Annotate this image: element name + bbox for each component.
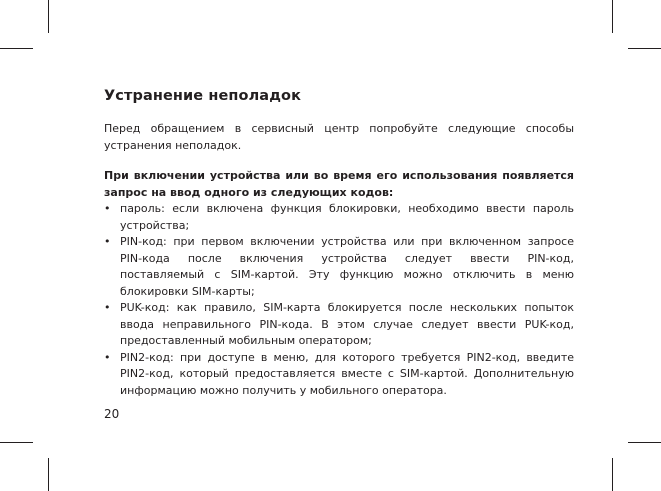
page-content — [104, 86, 574, 399]
page-title: Устранение неполадок — [104, 88, 302, 104]
list-item-password — [104, 201, 574, 234]
list-item-text: PIN2-код: при доступе в меню, для которого требуется PIN2-код, введите PIN2-код, который предоставляется вместе с SIM-картой. Дополнительную информацию можно получить у мобильного оператора. — [120, 350, 574, 397]
list-item-text: пароль: если включена функция блокировки, необходимо ввести пароль устройства; — [120, 202, 574, 232]
crop-mark-bottom-left-vertical — [48, 458, 49, 491]
page-number: 20 — [104, 407, 120, 421]
crop-mark-top-right-horizontal — [628, 48, 661, 49]
bullet-icon: • — [104, 235, 111, 248]
list-item-pin — [104, 234, 574, 300]
crop-mark-bottom-right-horizontal — [628, 442, 661, 443]
codes-list — [104, 201, 574, 399]
crop-mark-bottom-left-horizontal — [0, 442, 33, 443]
intro-paragraph: Перед обращением в сервисный центр попробуйте следующие способы устранения неполадок. — [104, 122, 574, 152]
list-item-pin2 — [104, 350, 574, 400]
bullet-icon: • — [104, 202, 111, 215]
crop-mark-top-left-horizontal — [0, 48, 33, 49]
list-item-text: PUK-код: как правило, SIM-карта блокируется после нескольких попыток ввода неправильного PIN-кода. В этом случае следует ввести PUK-код, предоставленный мобильным оператором; — [120, 301, 574, 347]
crop-mark-bottom-right-vertical — [612, 458, 613, 491]
list-item-text: PIN-код: при первом включении устройства или при включенном запросе PIN-кода после включения устройства следует ввести PIN-код, поставляемый с SIM-картой. Эту функцию можно отключить в меню блокировки SIM-карты; — [120, 235, 574, 298]
list-item-puk — [104, 300, 574, 350]
bullet-icon: • — [104, 301, 111, 314]
bullet-icon: • — [104, 350, 111, 364]
codes-lead-paragraph: При включении устройства или во время его использования появляется запрос на ввод одного из следующих кодов: — [104, 169, 574, 199]
crop-mark-top-right-vertical — [612, 0, 613, 33]
crop-mark-top-left-vertical — [48, 0, 49, 33]
